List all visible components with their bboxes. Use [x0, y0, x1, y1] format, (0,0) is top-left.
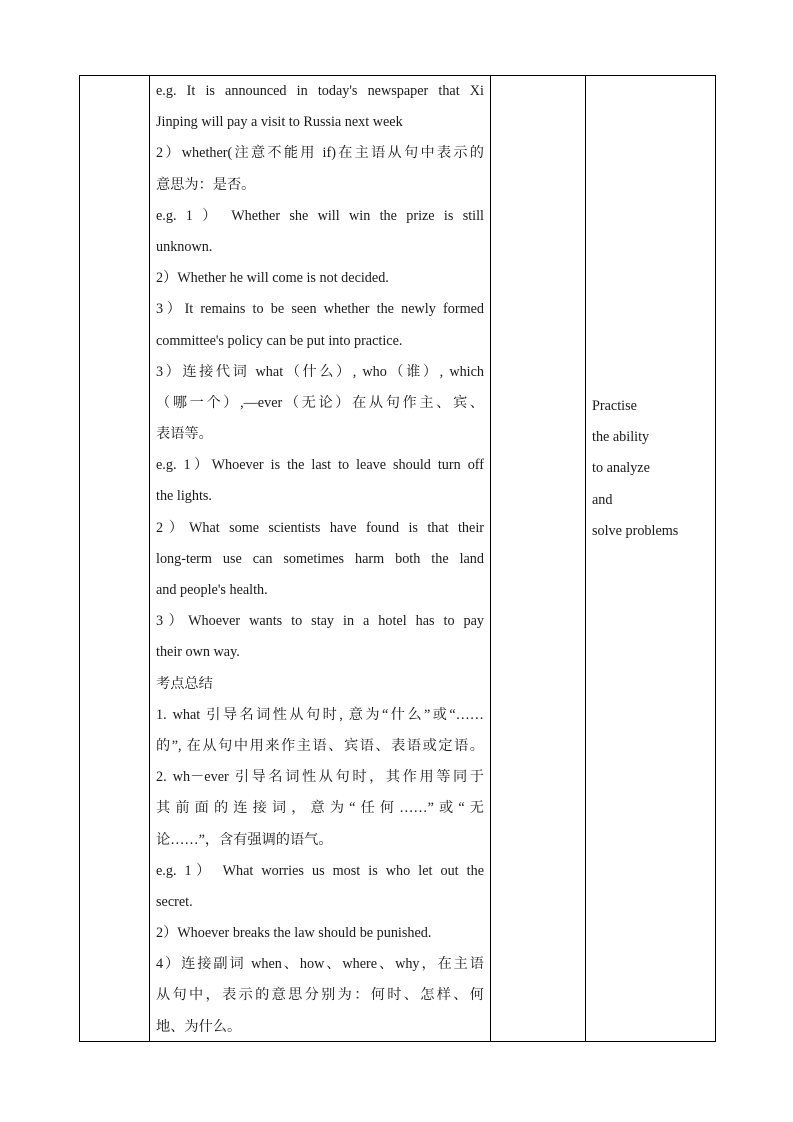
- purpose-line: to analyze: [592, 460, 650, 477]
- column-divider-2: [490, 76, 491, 1041]
- content-line: 2）What some scientists have found is that their: [156, 519, 484, 536]
- lesson-table: [79, 75, 716, 1042]
- content-line: the lights.: [156, 488, 212, 505]
- content-line: unknown.: [156, 238, 213, 255]
- content-line: and people's health.: [156, 582, 268, 598]
- column-divider-3: [585, 76, 586, 1041]
- purpose-line: the ability: [592, 429, 650, 446]
- content-line: e.g. It is announced in today's newspaper that Xi: [156, 83, 484, 99]
- content-line: 表语等。: [156, 426, 213, 443]
- content-line: 意思为：是否。: [156, 176, 256, 193]
- content-line: e.g. 1 ） Whether she will win the prize is still: [156, 207, 484, 224]
- content-line: e.g. 1） What worries us most is who let out the: [156, 862, 484, 879]
- content-line: 2）Whether he will come is not decided.: [156, 270, 389, 287]
- teaching-content-cell: [150, 76, 490, 1043]
- content-line: 2）Whoever breaks the law should be punished.: [156, 925, 432, 942]
- content-line: 3）It remains to be seen whether the newly formed: [156, 301, 484, 318]
- content-line: committee's policy can be put into practice.: [156, 332, 403, 349]
- content-line: e.g. 1）Whoever is the last to leave should turn off: [156, 457, 484, 474]
- content-line: 2. wh－ever 引导名词性从句时，其作用等同于: [156, 769, 484, 786]
- content-line: 地、为什么。: [156, 1018, 242, 1035]
- content-line: 的”, 在从句中用来作主语、宾语、表语或定语。: [156, 737, 484, 754]
- content-line: （哪一个）,—ever（无论）在从句作主、宾、: [156, 394, 484, 411]
- content-line: 3）连接代词 what（什么）, who（谁）, which: [156, 363, 484, 380]
- content-line: 从句中，表示的意思分别为：何时、怎样、何: [156, 987, 484, 1004]
- content-line: 3）Whoever wants to stay in a hotel has to pay: [156, 613, 484, 630]
- content-line: 4）连接副词 when、how、where、why，在主语: [156, 956, 484, 973]
- purpose-line: and: [592, 491, 613, 508]
- content-line: 论……”，含有强调的语气。: [156, 831, 333, 848]
- purpose-line: solve problems: [592, 522, 679, 539]
- content-line: 1. what 引导名词性从句时, 意为“什么”或“……: [156, 706, 484, 723]
- content-line: 其前面的连接词，意为“任何……”或“无: [156, 800, 484, 817]
- content-line: their own way.: [156, 644, 240, 661]
- content-line: long-term use can sometimes harm both the land: [156, 550, 484, 567]
- content-line: Jinping will pay a visit to Russia next week: [156, 114, 403, 131]
- section-heading: 考点总结: [156, 675, 213, 692]
- teaching-purpose-cell: [592, 391, 712, 547]
- content-line: secret.: [156, 893, 193, 910]
- content-line: 2）whether(注意不能用 if)在主语从句中表示的: [156, 145, 484, 162]
- purpose-line: Practise: [592, 398, 637, 414]
